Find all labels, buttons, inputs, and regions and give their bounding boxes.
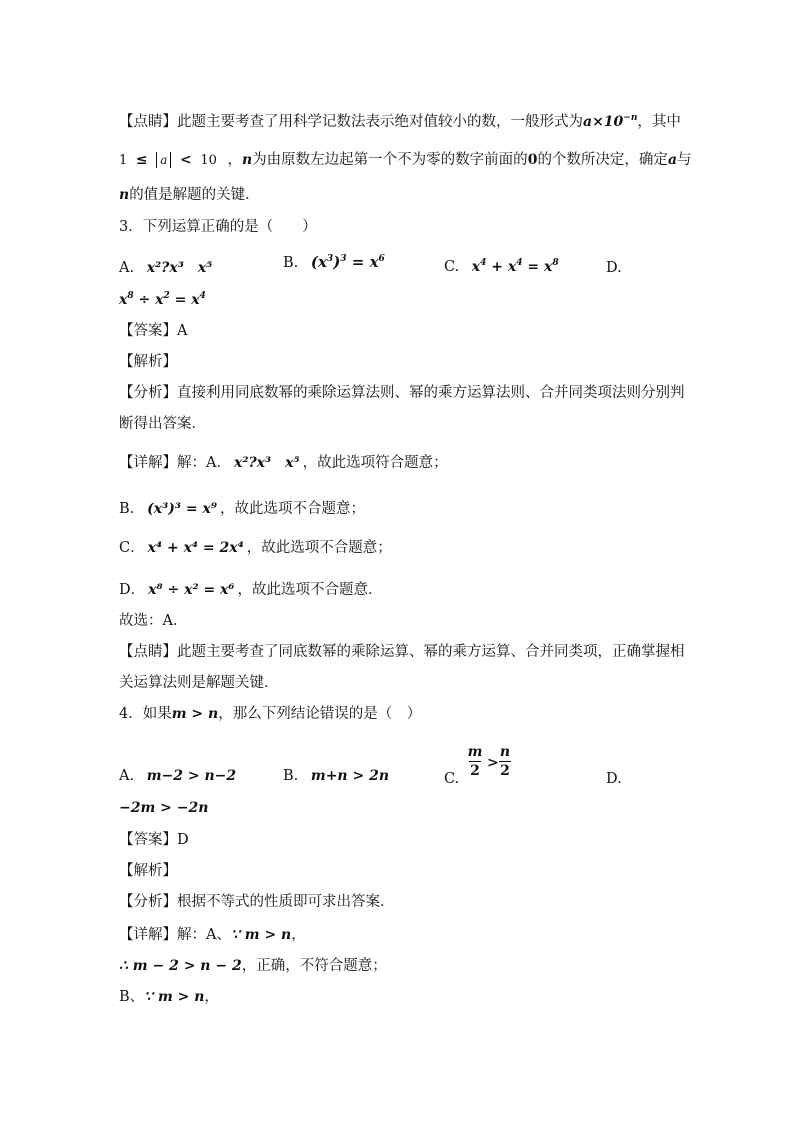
text: D． <box>119 582 146 598</box>
label: B. <box>283 768 299 784</box>
e: 3 <box>326 254 334 264</box>
q3-stem <box>119 217 317 237</box>
comma: ， <box>227 152 242 168</box>
m: (x <box>310 253 327 271</box>
text: B． <box>119 501 145 517</box>
e: 3 <box>340 254 347 264</box>
text: 【分析】根据不等式的性质即可求出答案． <box>119 894 395 910</box>
e: 8 <box>127 291 134 301</box>
text: 的值是解题的关键． <box>129 187 260 203</box>
e: 8 <box>552 258 559 268</box>
dianjing-line-3 <box>119 185 260 205</box>
gt-sign: > <box>487 755 499 771</box>
math: x²?x³ x⁵ <box>146 260 213 276</box>
sci-base: a×10 <box>583 114 624 130</box>
q4-fenxi <box>119 892 395 912</box>
math <box>311 253 385 271</box>
q3-xiangjie-d <box>119 580 383 600</box>
text: ， <box>291 927 306 943</box>
abs-a <box>156 152 171 168</box>
q4-option-c-frac-m <box>467 744 483 779</box>
text: ，故此选项符合题意； <box>302 455 448 471</box>
text: ， <box>204 989 219 1005</box>
ten: 10 <box>200 153 217 168</box>
q3-dianjing-2 <box>119 673 279 693</box>
e: 6 <box>378 254 385 264</box>
text: 【点睛】此题主要考查了同底数幂的乘除运算、幂的乘方运算、合并同类项，正确掌握相 <box>119 644 685 660</box>
q3-option-a <box>119 258 212 278</box>
one: 1 <box>119 153 128 168</box>
q4-answer <box>119 830 189 850</box>
n-var: n <box>242 152 253 168</box>
text: ，那么下列结论错误的是（ ） <box>218 706 422 722</box>
label: C. <box>444 771 460 787</box>
q3-option-c <box>444 257 559 277</box>
text: 的个数所决定，确定 <box>537 152 668 168</box>
text: 与 <box>677 152 692 168</box>
text: 【详解】解：A． <box>119 455 231 471</box>
math: ∵ m > n <box>144 989 205 1005</box>
math: x²?x³ x⁵ <box>233 455 300 471</box>
text: ，故此选项不合题意； <box>219 501 365 517</box>
m: ) <box>333 253 341 271</box>
text: ，正确，不符合题意； <box>241 958 387 974</box>
text: B、 <box>119 989 145 1005</box>
text: 【分析】直接利用同底数幂的乘除运算法则、幂的乘方运算法则、合并同类项法则分别判 <box>119 385 685 401</box>
q3-fenxi-1 <box>119 383 685 403</box>
q3-xiangjie-b <box>119 499 365 519</box>
m: ÷ x <box>133 292 164 308</box>
numerator: m <box>467 744 483 760</box>
math: ∵ m > n <box>230 927 292 943</box>
text: 断得出答案． <box>119 416 206 432</box>
lt-sign: < <box>180 152 192 168</box>
fraction-bar <box>469 761 481 762</box>
q3-dianjing-1 <box>119 642 685 662</box>
text: 【答案】D <box>119 832 189 848</box>
text: 为由原数左边起第一个不为零的数字前面的 <box>252 152 528 168</box>
dianjing-line-2 <box>119 150 692 171</box>
math: m > n <box>171 706 219 722</box>
q3-option-d <box>119 290 206 310</box>
q4-option-c-label <box>444 769 459 789</box>
denominator: 2 <box>470 763 480 779</box>
text: 3．下列运算正确的是（ ） <box>119 219 317 235</box>
sci-exp: −n <box>623 113 638 123</box>
math <box>472 259 559 275</box>
m: = x <box>522 259 553 275</box>
text: 【解析】 <box>119 863 177 879</box>
q4-xiangjie-a2 <box>119 956 387 976</box>
text: 关运算法则是解题关键． <box>119 675 279 691</box>
m: = x <box>169 292 200 308</box>
q4-xiangjie-a <box>119 925 306 945</box>
label: A. <box>119 260 135 276</box>
math: x⁴ + x⁴ = 2x⁴ <box>147 540 244 556</box>
n-var: n <box>119 187 130 203</box>
label: D. <box>606 771 622 787</box>
label: A. <box>119 768 135 784</box>
label: C. <box>444 259 460 275</box>
m: = x <box>346 253 379 271</box>
e: 2 <box>163 291 170 301</box>
label: B. <box>283 255 299 271</box>
q3-xiangjie-c <box>119 538 392 558</box>
le-sign: ≤ <box>135 152 148 168</box>
e: 4 <box>199 291 206 301</box>
text: 故选：A． <box>119 613 188 629</box>
q3-option-b <box>283 252 385 273</box>
numerator: n <box>499 744 511 760</box>
text: 【点睛】此题主要考查了用科学记数法表示绝对值较小的数，一般形式为 <box>119 114 583 130</box>
text: C． <box>119 540 145 556</box>
q4-stem <box>119 704 421 724</box>
q3-fenxi-2 <box>119 414 206 434</box>
dianjing-line-1 <box>119 112 681 132</box>
math: −2m > −2n <box>119 800 209 816</box>
math: m−2 > n−2 <box>146 768 237 784</box>
math: ∴ m − 2 > n − 2 <box>119 958 242 974</box>
zero: 0 <box>527 152 538 168</box>
q4-option-a <box>119 766 236 786</box>
q4-option-d <box>119 798 208 818</box>
math: (x³)³ = x⁹ <box>147 501 217 517</box>
denominator: 2 <box>500 763 510 779</box>
e: 4 <box>480 258 487 268</box>
text: 4．如果 <box>119 706 172 722</box>
a-var: a <box>667 152 678 168</box>
math: m+n > 2n <box>310 768 389 784</box>
q3-guxuan <box>119 611 187 631</box>
math <box>119 292 206 308</box>
q4-analysis <box>119 861 177 881</box>
q4-xiangjie-b <box>119 987 219 1007</box>
q3-option-d-label <box>606 258 622 278</box>
text: 【详解】解：A、 <box>119 927 231 943</box>
m: x <box>119 292 128 308</box>
a-var: a <box>160 153 168 167</box>
q3-xiangjie-a <box>119 453 448 473</box>
math: x⁸ ÷ x² = x⁶ <box>148 582 235 598</box>
m: + x <box>486 259 517 275</box>
q4-option-c-frac-n <box>497 744 513 779</box>
q3-answer <box>119 321 187 341</box>
fraction-bar <box>499 761 511 762</box>
sci-notation <box>583 114 637 130</box>
q4-option-b <box>283 766 389 786</box>
text: 【答案】A <box>119 323 188 339</box>
text: ，故此选项不合题意； <box>246 540 392 556</box>
label: D. <box>606 260 622 276</box>
text: ，其中 <box>637 114 681 130</box>
text: ，故此选项不合题意． <box>237 582 383 598</box>
e: 4 <box>516 258 523 268</box>
m: x <box>471 259 481 275</box>
text: 【解析】 <box>119 354 177 370</box>
q4-option-d-label <box>606 769 622 789</box>
q3-analysis <box>119 352 177 372</box>
